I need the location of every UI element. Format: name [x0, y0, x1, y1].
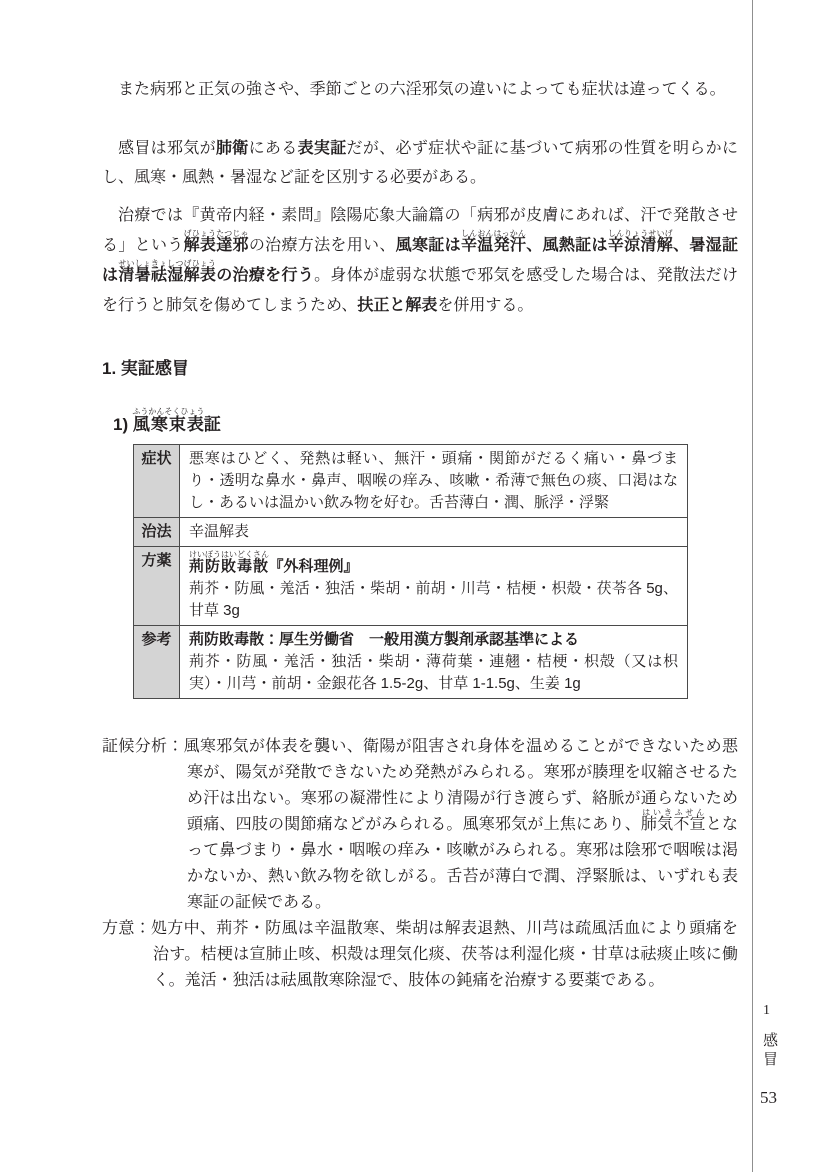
row-label: 方薬: [134, 547, 180, 626]
body-paragraph: 感冒は邪気が肺衛にある表実証だが、必ず症状や証に基づいて病邪の性質を明らかにし、風寒・風熱・暑湿など証を区別する必要がある。: [102, 140, 738, 186]
table-row-treatment: [134, 518, 688, 547]
table-row-formula: [134, 547, 688, 626]
row-label: 参考: [134, 626, 180, 699]
table-row-reference: [134, 626, 688, 699]
row-label: 治法: [134, 518, 180, 547]
formula-intent-text: 処方中、荊芥・防風は辛温散寒、柴胡は解表退熱、川芎は疏風活血により頭痛を治す。桔梗は宣肺止咳、枳殻は理気化痰、茯苓は利湿化痰・甘草は祛痰止咳に働く。羗活・独活は祛風散寒除湿で、肢体の鈍痛を治療する要薬である。: [150, 920, 738, 989]
chapter-number: 1: [763, 1003, 770, 1018]
row-content: 荊防敗毒散けいぼうはいどくさん『外科理例』 荊芥・防風・羗活・独活・柴胡・前胡・川芎・桔梗・枳殻・茯苓各 5g、甘草 3g: [180, 547, 688, 626]
syndrome-analysis-text: 風寒邪気が体表を襲い、衛陽が阻害され身体を温めることができないため悪寒が、陽気が発散できないため発熱がみられる。寒邪が腠理を収縮させるため汗は出ない。寒邪の凝滞性により清陽が行き渡らず、絡脈が通らないため頭痛、四肢の関節痛などがみられる。風寒邪気が上焦にあり、肺気不宣はいきふせんとなって鼻づまり・鼻水・咽喉の痒み・咳嗽がみられる。寒邪は陰邪で咽喉は渇かないか、熱い飲み物を欲しがる。舌苔が薄白で潤、浮緊脈は、いずれも表寒証の証候である。: [183, 738, 738, 911]
syndrome-analysis-block: [102, 734, 738, 916]
row-content: 悪寒はひどく、発熱は軽い、無汗・頭痛・関節がだるく痛い・鼻づまり・透明な鼻水・鼻声、咽喉の痒み、咳嗽・希薄で無色の痰、口渇はなし・あるいは温かい飲み物を好む。舌苔薄白・潤、脈浮・浮緊: [180, 445, 688, 518]
syndrome-analysis-label: 証候分析：: [102, 738, 184, 755]
page-number: 53: [760, 1088, 777, 1107]
chapter-title-vertical: 感冒: [761, 1032, 778, 1070]
margin-rule: [752, 0, 753, 1172]
row-content: 辛温解表: [180, 518, 688, 547]
prescription-table: [133, 444, 688, 699]
body-paragraph: また病邪と正気の強さや、季節ごとの六淫邪気の違いによっても症状は違ってくる。: [118, 81, 726, 98]
formula-intent-block: [102, 916, 738, 994]
subsection-heading: 1) 風寒束表ふうかんそくひょう証: [113, 407, 221, 434]
formula-intent-label: 方意：: [102, 920, 151, 937]
row-content: 荊防敗毒散：厚生労働省 一般用漢方製剤承認基準による 荊芥・防風・羗活・独活・柴胡・薄荷葉・連翹・桔梗・枳殻（又は枳実）・川芎・前胡・金銀花各 1.5-2g、甘草 1-1.5g、生姜 1g: [180, 626, 688, 699]
body-paragraph: 治療では『黄帝内経・素問』陰陽応象大論篇の「病邪が皮膚にあれば、汗で発散させる」という解表達邪げひょうたつじゃの治療方法を用い、風寒証は辛温発汗しんおんはっかん、風熱証は辛涼清解しんりょうせいげ、暑湿証は清暑祛湿解表せいしょきょしつげひょうの治療を行う。身体が虚弱な状態で邪気を感受した場合は、発散法だけを行うと肺気を傷めてしまうため、扶正と解表を併用する。: [102, 207, 738, 314]
row-label: 症状: [134, 445, 180, 518]
section-heading: 1. 実証感冒: [102, 359, 189, 378]
page-content: [102, 75, 738, 994]
table-row-symptoms: [134, 445, 688, 518]
